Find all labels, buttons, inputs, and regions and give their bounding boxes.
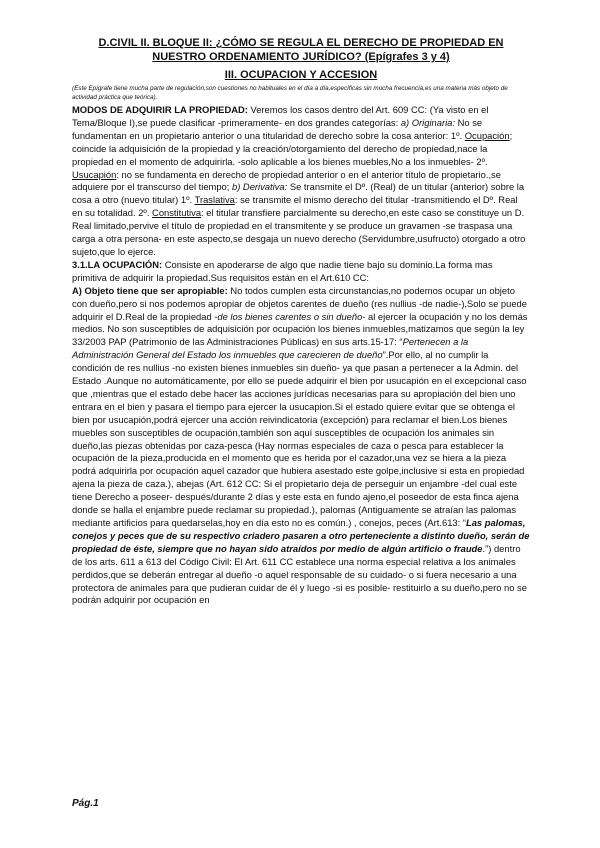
p1-usucapion-term: Usucapión <box>72 168 117 180</box>
p1-text-5: Se transmite el Dº. (Real) de un titular (anterior) sobre la cosa a otro (nuevo titular) 1º. <box>72 181 525 206</box>
title-line-1: D.CIVIL II. BLOQUE II: ¿CÓMO SE REGULA EL DERECHO DE PROPIEDAD EN <box>98 37 504 49</box>
p3-text-4: .”) dentro de los arts. 611 a 613 del Código Civil: El Art. 611 CC establece una norma especial relativa a los animales perdidos,que se deberán entregar al dueño -o aquel responsable de su cuidado- o si fuera necesario a una protectora de animales para que pudieran cuidar de él y luego -si es posible- restituirlo a su dueño,pero no se podrán adquirir por ocupación en <box>72 542 527 606</box>
p3-bold-italic-quote: Las palomas, conejos y peces que de su respectivo criadero pasaren a otro perteneciente a distinto dueño, serán de propiedad de éste, siempre que no hayan sido atraídos por medio de algún artificio o fraude <box>72 517 530 554</box>
p3-italic-1: -de los bienes carentes o sin dueño- <box>214 310 366 322</box>
p1-text-3: ; coincide la adquisición de la propiedad y la creación/otorgamiento del derecho de propiedad,nace la propiedad en el momento de adquirirla. -solo aplicable a los bienes muebles,No a los inmuebles- 2º. <box>72 129 513 167</box>
p3-text-3: ”.Por ello, al no cumplir la condición de res nullius -no existen bienes inmuebles sin dueño- ya que pasan a pertenecer a la Admin. del Estado .Aunque no automáticamente, por ello se puede adquirir el bien por usucapión en el excepcional caso que ,mientras que el estado debe hacer las acciones jurídicas necesarias para su apropiación del bien uno entrara en el bien y pasara el tiempo para ejercer la usucapion.Si el estado quiere evitar que se obtenga el bien por usucapión,podrá ejercer una acción reivindicatoria (excepción) para reclamar el bien.Los bienes muebles son susceptibles de ocupación,también son aquí susceptibles de ocupación los animales sin dueño,las piezas obtenidas por caza-pesca (Hay normas especiales de caza o pesca para establecer la ocupación de la pieza,producida en el momento que es herida por el cazador,una vez se hiera a la pieza podrá adquirirla por ocupación aquel cazador que hubiera asestado este golpe,inclusive si esta en propiedad ajena la pieza de caza.), abejas (Art. 612 CC: Si el propietario deja de perseguir un enjambre -del cual este tiene Derecho a poseer- después/durante 2 días y este esta en fundo ajeno,el poseedor de esta finca ajena donde se halla el enjambre puede reclamar su propiedad.), palomas (Antiguamente se atraían las palomas mediante artificios para quedarselas,hoy en día esto no es común.) , conejos, peces (Art.613: “ <box>72 349 527 528</box>
p2-lead: 3.1.LA OCUPACIÓN: <box>72 258 163 270</box>
p1-text-6: : se transmite el mismo derecho del titular -transmitiendo el Dº. Real en su totalidad. 2º. <box>72 194 518 219</box>
p1-text-7: : el titular transfiere parcialmente su derecho,en este caso se constituye un D. Real limitado,pervive el título de propiedad en el transmitente y se produce un gravamen -se traspasa una carga a otra persona- en este aspecto,se desgaja un nuevo derecho (Servidumbre,usufructo) otorgado a otro sujeto,que lo ejerce. <box>72 207 526 257</box>
p1-text-1: Veremos los casos dentro del Art. 609 CC: (Ya visto en el Tema/Bloque I),se puede clasificar -primeramente- en dos grandes categorías: <box>72 104 489 128</box>
p1-derivativa-label: b) Derivativa: <box>231 181 288 193</box>
p3-text-1: No todos cumplen esta circunstancias,no podemos ocupar un objeto con dueño,pero si nos podemos apropiar de objetos carentes de dueño (res nullius -de nadie-),Solo se puede adquirir el D.Real de la propiedad <box>72 284 527 322</box>
p1-traslativa-term: Traslativa <box>194 194 235 206</box>
p1-text-2: No se fundamentan en un propietario anterior o una titularidad de derecho sobre la cosa anterior: 1º. <box>72 116 483 141</box>
p1-originaria-label: a) Originaria: <box>400 116 455 128</box>
p1-lead: MODOS DE ADQUIRIR LA PROPIEDAD: <box>72 104 248 115</box>
page-number: Pág.1 <box>72 798 99 809</box>
p1-constitutiva-term: Constitutiva <box>152 207 202 219</box>
p3-italic-2: Pertenecen a la Administración General del Estado los inmuebles que carecieren de dueño <box>72 336 469 361</box>
paragraph-objeto-apropiable <box>72 285 530 608</box>
p2-text-1: Consiste en apoderarse de algo que nadie tiene bajo su dominio.La forma mas primitiva de adquirir la propiedad.Sus requisitos están en el Art.610 CC: <box>72 258 493 283</box>
p1-text-4: : no se fundamenta en derecho de propiedad anterior o en el anterior título de propietario.,se adquiere por el transcurso del tiempo; <box>72 168 501 193</box>
title-line-2: NUESTRO ORDENAMIENTO JURÍDICO? (Epígrafes 3 y 4) <box>152 51 450 63</box>
paragraph-modos-adquirir <box>72 104 530 259</box>
paragraph-ocupacion <box>72 259 530 285</box>
p3-lead: A) Objeto tiene que ser apropiable: <box>72 284 228 296</box>
p1-ocupacion-term: Ocupación <box>464 129 510 141</box>
intro-note: (Este Epígrafe tiene mucha parte de regulación,son cuestiones no habituales en el día a día,específicas sin mucha frecuencia,es una materia más objeto de actividad práctica que teórica). <box>72 85 508 101</box>
p3-text-2: al ejercer la ocupación y no los demás medios. No son susceptibles de adquisición por ocupación los bienes inmuebles,matizamos que según la ley 33/2003 PAP (Patrimonio de las Administraciones Públicas) en sus arts.15-17: “ <box>72 310 528 348</box>
section-heading: III. OCUPACION Y ACCESION <box>224 69 378 81</box>
document-title <box>72 36 530 64</box>
